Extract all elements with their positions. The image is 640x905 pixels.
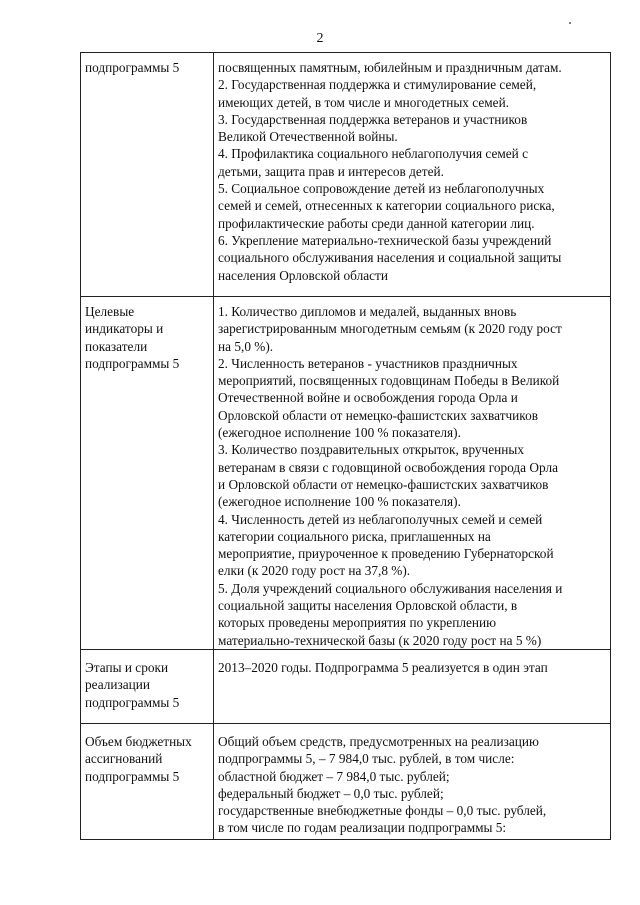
content-line: профилактические работы среди данной категории лиц. [218,215,535,231]
row-content-cell [214,297,611,650]
label-line: ассигнований [85,751,163,767]
table-row-stages [81,649,611,723]
content-line: 6. Укрепление материально-технической базы учреждений [218,232,552,248]
label-line: Объем бюджетных [85,733,192,749]
content-line: и Орловской области от немецко-фашистских захватчиков [218,476,549,492]
content-line: семей и семей, отнесенных к категории социального риска, [218,198,555,214]
label-line: индикаторы и [85,321,164,337]
content-line: посвященных памятным, юбилейным и праздничным датам. [218,60,562,75]
table-row-budget [81,723,611,839]
table-row-indicators [81,297,611,650]
content-line: 4. Профилактика социального неблагополучия семей с [218,146,529,162]
content-line: материально-технической базы (к 2020 году рост на 5 %) [218,632,542,648]
content-line: (ежегодное исполнение 100 % показателя). [218,494,461,510]
content-line: 4. Численность детей из неблагополучных семей и семей [218,511,543,527]
content-line: зарегистрированным многодетным семьям (к 2020 году рост [218,321,562,337]
content-line: Общий объем средств, предусмотренных на реализацию [218,733,539,749]
content-line: 3. Государственная поддержка ветеранов и участников [218,111,528,127]
content-line: областной бюджет – 7 984,0 тыс. рублей; [218,768,450,784]
content-line: подпрограммы 5, – 7 984,0 тыс. рублей, в том числе: [218,751,515,767]
label-line: подпрограммы 5 [85,60,180,75]
content-line: 5. Социальное сопровождение детей из неблагополучных [218,181,545,197]
row-label-cell [81,53,214,297]
content-line: в том числе по годам реализации подпрограммы 5: [218,820,507,836]
content-line: федеральный бюджет – 0,0 тыс. рублей; [218,785,444,801]
content-line: 3. Количество поздравительных открыток, врученных [218,442,524,458]
row-label-cell [81,649,214,723]
label-line: показатели [85,338,148,354]
content-line: 1. Количество дипломов и медалей, выданных вновь [218,304,517,319]
content-line: мероприятий, посвященных годовщинам Победы в Великой [218,373,560,389]
content-line: ветеранам в связи с годовщиной освобождения города Орла [218,459,559,475]
row-label-cell [81,297,214,650]
content-line: 2013–2020 годы. Подпрограмма 5 реализуется в один этап [218,659,548,675]
table-row-tasks [81,53,611,297]
label-line: Этапы и сроки [85,659,169,675]
label-line: подпрограммы 5 [85,694,180,710]
content-line: Великой Отечественной войны. [218,129,398,145]
row-content-cell [214,723,611,839]
content-line: государственные внебюджетные фонды – 0,0 тыс. рублей, [218,803,547,819]
content-line: елки (к 2020 году рост на 37,8 %). [218,563,411,579]
content-line: населения Орловской области [218,267,388,283]
content-line: детьми, защита прав и интересов детей. [218,163,444,179]
label-line: подпрограммы 5 [85,355,180,371]
subprogram-passport-table [80,52,611,840]
row-label-cell [81,723,214,839]
page-number: 2 [316,31,324,46]
content-line: 2. Численность ветеранов - участников праздничных [218,355,518,371]
label-line: реализации [85,677,150,693]
content-line: которых проведены мероприятия по укреплению [218,615,497,631]
content-line: социальной защиты населения Орловской области, в [218,598,518,614]
label-line: Целевые [85,304,135,319]
content-line: мероприятие, приуроченное к проведению Губернаторской [218,546,554,562]
content-line: 5. Доля учреждений социального обслуживания населения и [218,580,563,596]
content-line: 2. Государственная поддержка и стимулирование семей, [218,77,537,93]
label-line: подпрограммы 5 [85,768,180,784]
row-content-cell [214,649,611,723]
content-line: на 5,0 %). [218,338,274,354]
content-line: Отечественной войне и освобождения города Орла и [218,390,518,406]
content-line: (ежегодное исполнение 100 % показателя). [218,425,461,441]
row-content-cell [214,53,611,297]
content-line: Орловской области от немецко-фашистских захватчиков [218,407,539,423]
content-line: категории социального риска, приглашенных на [218,528,491,544]
content-line: социального обслуживания населения и социальной защиты [218,250,562,266]
content-line: имеющих детей, в том числе и многодетных семей. [218,94,510,110]
scan-speck [569,22,571,24]
